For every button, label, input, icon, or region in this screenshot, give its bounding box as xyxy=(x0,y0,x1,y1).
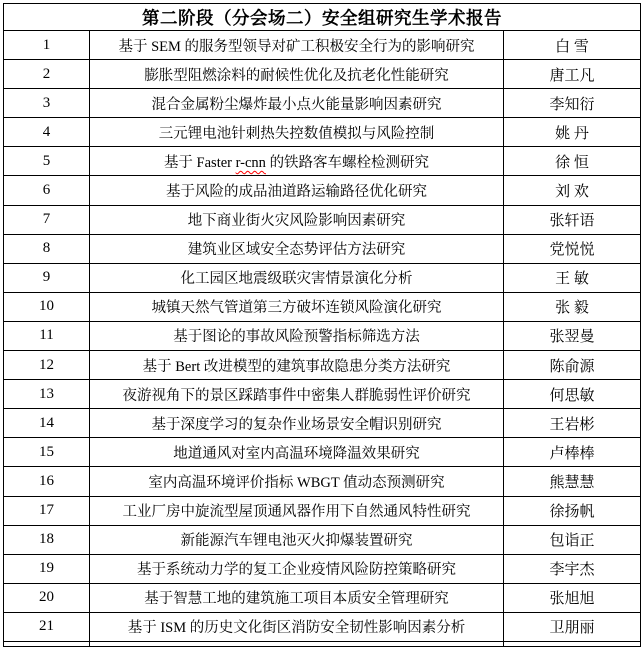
row-presenter: 徐 恒 xyxy=(504,147,641,176)
table-row xyxy=(4,554,641,583)
row-presenter: 姚 丹 xyxy=(504,118,641,147)
table-title: 第二阶段（分会场二）安全组研究生学术报告 xyxy=(4,4,641,31)
row-presenter: 包诣正 xyxy=(504,525,641,554)
table-row xyxy=(4,205,641,234)
table-row xyxy=(4,118,641,147)
row-presenter: 何思敏 xyxy=(504,380,641,409)
row-title: 基于 SEM 的服务型领导对矿工积极安全行为的影响研究 xyxy=(90,31,504,60)
table-row xyxy=(4,467,641,496)
row-title: 室内高温环境评价指标 WBGT 值动态预测研究 xyxy=(90,467,504,496)
row-presenter: 张旭旭 xyxy=(504,583,641,612)
row-number: 9 xyxy=(4,263,90,292)
table-row xyxy=(4,438,641,467)
row-number: 3 xyxy=(4,89,90,118)
row-number: 17 xyxy=(4,496,90,525)
row-number: 13 xyxy=(4,380,90,409)
row-title: 基于 ISM 的历史文化街区消防安全韧性影响因素分析 xyxy=(90,612,504,641)
table-header-row xyxy=(4,4,641,31)
row-presenter: 熊慧慧 xyxy=(504,467,641,496)
table-row xyxy=(4,147,641,176)
row-presenter: 刘 欢 xyxy=(504,176,641,205)
table-row xyxy=(4,234,641,263)
row-title: 夜游视角下的景区踩踏事件中密集人群脆弱性评价研究 xyxy=(90,380,504,409)
table-row xyxy=(4,496,641,525)
table-row xyxy=(4,409,641,438)
row-title: 基于系统动力学的复工企业疫情风险防控策略研究 xyxy=(90,554,504,583)
row-presenter: 卫朋丽 xyxy=(504,612,641,641)
row-presenter: 张轩语 xyxy=(504,205,641,234)
row-number: 10 xyxy=(4,292,90,321)
table-row xyxy=(4,525,641,554)
row-number: 21 xyxy=(4,612,90,641)
row-number: 7 xyxy=(4,205,90,234)
row-presenter: 唐工凡 xyxy=(504,60,641,89)
row-number: 14 xyxy=(4,409,90,438)
row-title: 地下商业街火灾风险影响因素研究 xyxy=(90,205,504,234)
row-title: 混合金属粉尘爆炸最小点火能量影响因素研究 xyxy=(90,89,504,118)
row-number: 20 xyxy=(4,583,90,612)
empty-row xyxy=(4,641,641,646)
row-number: 5 xyxy=(4,147,90,176)
row-number: 2 xyxy=(4,60,90,89)
row-title: 基于 Bert 改进模型的建筑事故隐患分类方法研究 xyxy=(90,351,504,380)
table-row xyxy=(4,89,641,118)
row-title: 城镇天然气管道第三方破坏连锁风险演化研究 xyxy=(90,292,504,321)
row-number: 18 xyxy=(4,525,90,554)
row-number: 12 xyxy=(4,351,90,380)
report-table xyxy=(3,3,641,647)
row-presenter: 王岩彬 xyxy=(504,409,641,438)
empty-cell xyxy=(90,641,504,646)
table-row xyxy=(4,31,641,60)
row-title: 膨胀型阻燃涂料的耐候性优化及抗老化性能研究 xyxy=(90,60,504,89)
table-row xyxy=(4,292,641,321)
table-row xyxy=(4,612,641,641)
empty-cell xyxy=(504,641,641,646)
row-presenter: 徐扬帆 xyxy=(504,496,641,525)
row-number: 8 xyxy=(4,234,90,263)
row-title: 基于图论的事故风险预警指标筛选方法 xyxy=(90,321,504,350)
row-title: 建筑业区域安全态势评估方法研究 xyxy=(90,234,504,263)
row-title: 基于 Faster r-cnn 的铁路客车螺栓检测研究 xyxy=(90,147,504,176)
empty-cell xyxy=(4,641,90,646)
row-number: 6 xyxy=(4,176,90,205)
table-row xyxy=(4,176,641,205)
row-title: 工业厂房中旋流型屋顶通风器作用下自然通风特性研究 xyxy=(90,496,504,525)
spellcheck-underline: r-cnn xyxy=(235,154,266,171)
row-title: 基于深度学习的复杂作业场景安全帽识别研究 xyxy=(90,409,504,438)
row-title: 新能源汽车锂电池灭火抑爆装置研究 xyxy=(90,525,504,554)
table-row xyxy=(4,583,641,612)
row-title: 地道通风对室内高温环境降温效果研究 xyxy=(90,438,504,467)
row-presenter: 王 敏 xyxy=(504,263,641,292)
row-presenter: 白 雪 xyxy=(504,31,641,60)
row-title: 基于风险的成品油道路运输路径优化研究 xyxy=(90,176,504,205)
row-title: 三元锂电池针刺热失控数值模拟与风险控制 xyxy=(90,118,504,147)
table-row xyxy=(4,60,641,89)
row-presenter: 张 毅 xyxy=(504,292,641,321)
table-row xyxy=(4,321,641,350)
table-row xyxy=(4,351,641,380)
row-number: 15 xyxy=(4,438,90,467)
table-row xyxy=(4,263,641,292)
row-number: 16 xyxy=(4,467,90,496)
row-number: 19 xyxy=(4,554,90,583)
table-row xyxy=(4,380,641,409)
report-table-body xyxy=(4,31,641,647)
row-presenter: 卢棒棒 xyxy=(504,438,641,467)
row-presenter: 党悦悦 xyxy=(504,234,641,263)
row-number: 1 xyxy=(4,31,90,60)
row-presenter: 张翌曼 xyxy=(504,321,641,350)
row-number: 4 xyxy=(4,118,90,147)
row-presenter: 陈俞源 xyxy=(504,351,641,380)
row-presenter: 李知衍 xyxy=(504,89,641,118)
row-title: 基于智慧工地的建筑施工项目本质安全管理研究 xyxy=(90,583,504,612)
row-number: 11 xyxy=(4,321,90,350)
row-presenter: 李宇杰 xyxy=(504,554,641,583)
row-title: 化工园区地震级联灾害情景演化分析 xyxy=(90,263,504,292)
